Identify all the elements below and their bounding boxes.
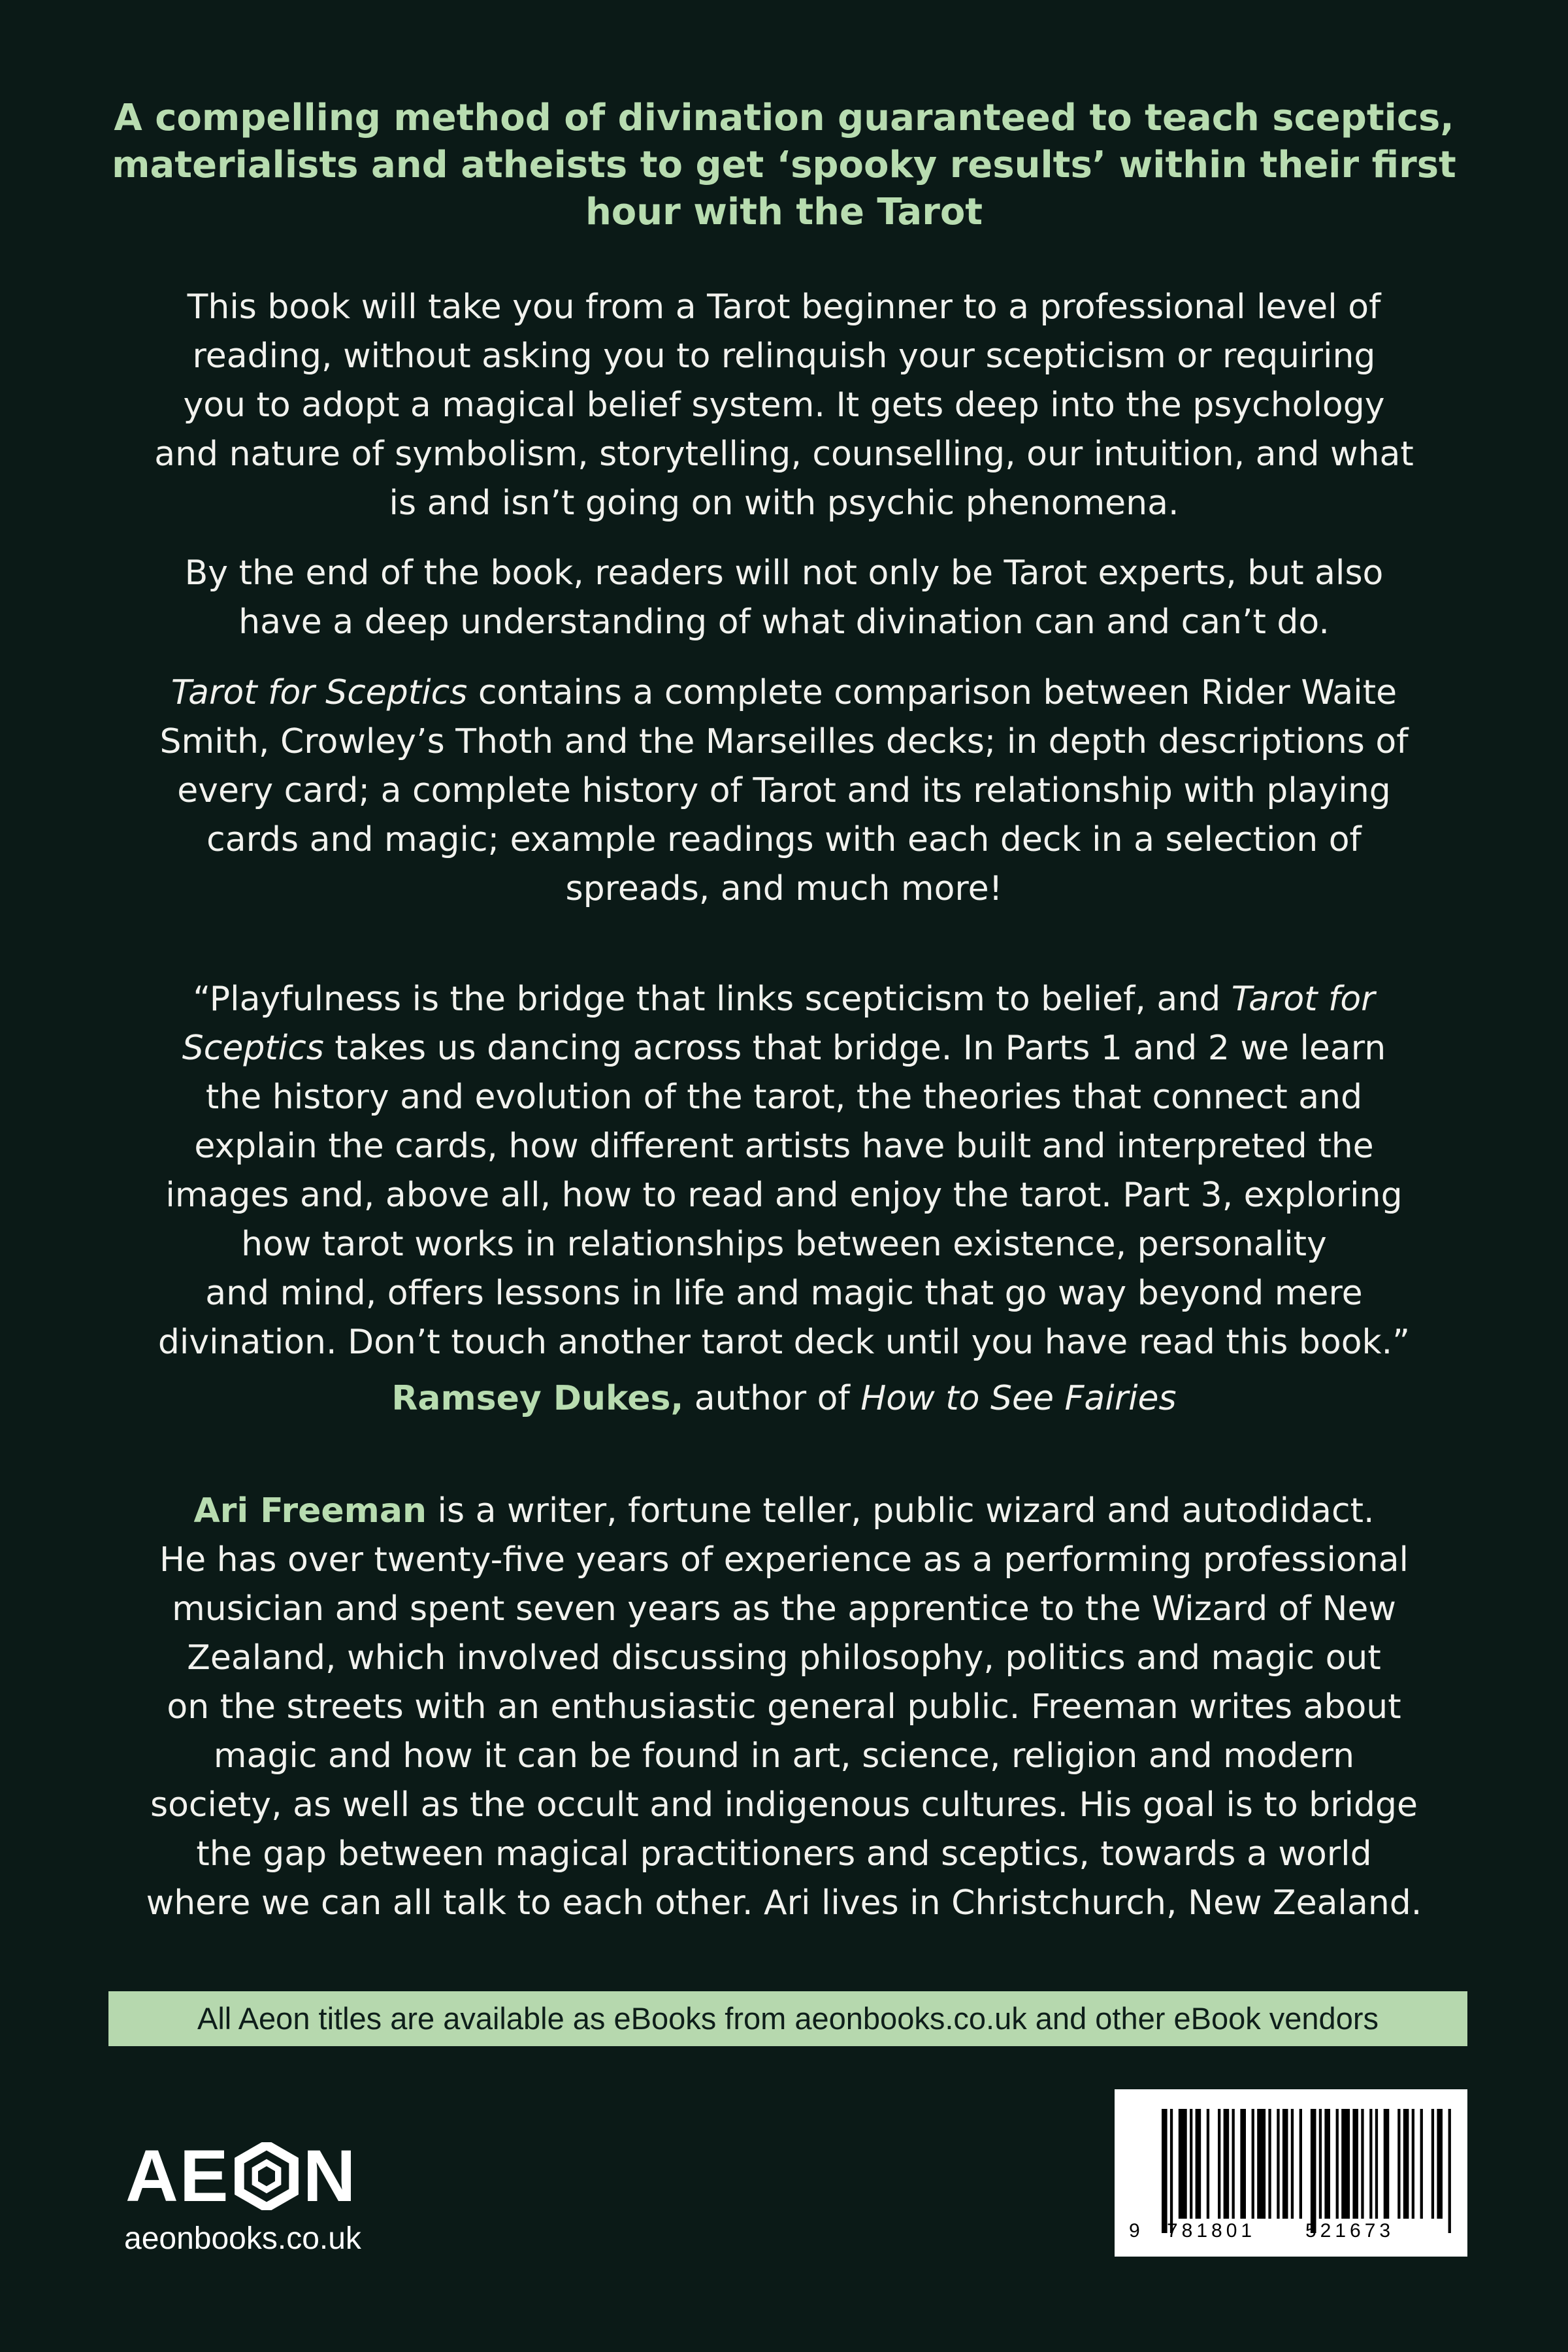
barcode-bar [1324, 2109, 1330, 2219]
barcode-digits-group2: 521673 [1305, 2220, 1395, 2242]
text-line: images and, above all, how to read and enjoy the tarot. Part 3, exploring [165, 1176, 1403, 1215]
text-line: how tarot works in relationships between existence, personality [241, 1225, 1327, 1264]
text-line: He has over twenty-five years of experience as a performing professional [159, 1540, 1409, 1580]
text-line: and mind, offers lessons in life and magic that go way beyond mere [205, 1274, 1363, 1313]
text-line: the gap between magical practitioners and sceptics, towards a world [196, 1834, 1372, 1874]
text-line: you to adopt a magical belief system. It gets deep into the psychology [183, 386, 1385, 425]
book-title: Tarot for Sceptics [171, 673, 468, 712]
barcode-bar [1207, 2109, 1209, 2219]
quote-attribution [111, 1374, 1457, 1423]
text-line: Zealand, which involved discussing philosophy, politics and magic out [187, 1638, 1381, 1678]
text-line: have a deep understanding of what divination can and can’t do. [238, 603, 1330, 642]
barcode-bar [1299, 2109, 1302, 2219]
barcode-bar [1352, 2109, 1358, 2219]
text-span: contains a complete comparison between Rider Waite [467, 673, 1397, 712]
barcode-bar [1361, 2109, 1364, 2219]
barcode-bar [1257, 2109, 1266, 2219]
text-line: spreads, and much more! [565, 869, 1003, 908]
book-title: Sceptics [182, 1029, 324, 1068]
text-span: “Playfulness is the bridge that links scepticism to belief, and [193, 980, 1232, 1019]
ebook-banner: All Aeon titles are available as eBooks from aeonbooks.co.uk and other eBook vendors [108, 1991, 1467, 2046]
barcode-bar [1319, 2109, 1322, 2219]
text-line: By the end of the book, readers will not only be Tarot experts, but also [184, 554, 1384, 593]
text-span: author of [683, 1379, 861, 1418]
attribution-name: Ramsey Dukes, [391, 1379, 684, 1418]
text-line: the history and evolution of the tarot, the theories that connect and [205, 1078, 1363, 1117]
description-paragraph-1 [111, 283, 1457, 528]
text-line: every card; a complete history of Tarot and its relationship with playing [177, 771, 1391, 810]
text-line [111, 975, 1457, 1024]
barcode-digits-group1: 781801 [1167, 2220, 1256, 2242]
barcode-bar [1384, 2109, 1390, 2219]
barcode-bar [1190, 2109, 1192, 2219]
logo-text-left: AE [125, 2135, 230, 2217]
barcode-bar [1291, 2109, 1294, 2219]
author-bio [111, 1487, 1457, 1928]
text-span: is a writer, fortune teller, public wizard and autodidact. [426, 1491, 1375, 1531]
barcode-bar [1341, 2109, 1350, 2219]
barcode-bar [1252, 2109, 1254, 2219]
book-title: Tarot for [1231, 980, 1375, 1019]
text-line [111, 1374, 1457, 1423]
text-line: where we can all talk to each other. Ari lives in Christchurch, New Zealand. [146, 1883, 1422, 1923]
text-line [111, 669, 1457, 718]
logo-text-right: N [302, 2135, 357, 2217]
barcode-bar [1311, 2109, 1316, 2233]
text-line: cards and magic; example readings with each deck in a selection of [206, 820, 1362, 859]
barcode-bar [1375, 2109, 1378, 2219]
aeon-logo [125, 2135, 357, 2217]
barcode-bar [1240, 2109, 1246, 2219]
barcode-bar [1232, 2109, 1235, 2219]
author-name: Ari Freeman [193, 1491, 427, 1531]
barcode-bar [1277, 2109, 1279, 2219]
text-line: musician and spent seven years as the apprentice to the Wizard of New [172, 1589, 1396, 1629]
barcode-bar [1224, 2109, 1230, 2219]
text-line: is and isn’t going on with psychic phenomena. [389, 484, 1179, 523]
text-line [111, 1487, 1457, 1536]
isbn-barcode [1115, 2089, 1467, 2257]
barcode-bar [1179, 2109, 1187, 2219]
barcode-bar [1196, 2109, 1201, 2219]
headline: A compelling method of divination guaranteed to teach sceptics, materialists and atheists to get ‘spooky results’ within their first hour with the Tarot [112, 97, 1456, 233]
text-line: Smith, Crowley’s Thoth and the Marseilles decks; in depth descriptions of [159, 722, 1409, 761]
text-line: This book will take you from a Tarot beginner to a professional level of [187, 288, 1381, 327]
barcode-bar [1420, 2109, 1423, 2219]
text-line: explain the cards, how different artists have built and interpreted the [194, 1127, 1374, 1166]
publisher-website: aeonbooks.co.uk [124, 2221, 361, 2256]
barcode-bar [1162, 2109, 1168, 2233]
barcode-bar [1268, 2109, 1271, 2219]
barcode-bar [1282, 2109, 1288, 2219]
barcode-bar [1218, 2109, 1220, 2219]
text-line: divination. Don’t touch another tarot deck until you have read this book.” [157, 1323, 1411, 1362]
barcode-bar [1170, 2109, 1173, 2233]
barcode-bar [1437, 2109, 1443, 2219]
description-paragraph-3 [111, 669, 1457, 914]
hexagon-icon [233, 2142, 301, 2210]
barcode-bar [1412, 2109, 1414, 2219]
description-paragraph-2 [111, 549, 1457, 647]
barcode-digit-lead: 9 [1129, 2220, 1140, 2242]
barcode-bar [1369, 2109, 1372, 2219]
barcode-bar [1336, 2109, 1339, 2219]
text-line: and nature of symbolism, storytelling, counselling, our intuition, and what [154, 435, 1414, 474]
text-line: on the streets with an enthusiastic general public. Freeman writes about [167, 1687, 1401, 1727]
barcode-bar [1397, 2109, 1400, 2219]
text-line: reading, without asking you to relinquish your scepticism or requiring [192, 337, 1376, 376]
attribution-book: How to See Fairies [860, 1379, 1177, 1418]
barcode-bar [1431, 2109, 1434, 2219]
text-span: takes us dancing across that bridge. In Parts 1 and 2 we learn [323, 1029, 1386, 1068]
text-line: society, as well as the occult and indigenous cultures. His goal is to bridge [150, 1785, 1418, 1825]
testimonial-quote [111, 975, 1457, 1367]
text-line [111, 1024, 1457, 1073]
text-line: magic and how it can be found in art, science, religion and modern [213, 1736, 1355, 1776]
barcode-bar [1448, 2109, 1451, 2233]
barcode-bar [1403, 2109, 1409, 2219]
